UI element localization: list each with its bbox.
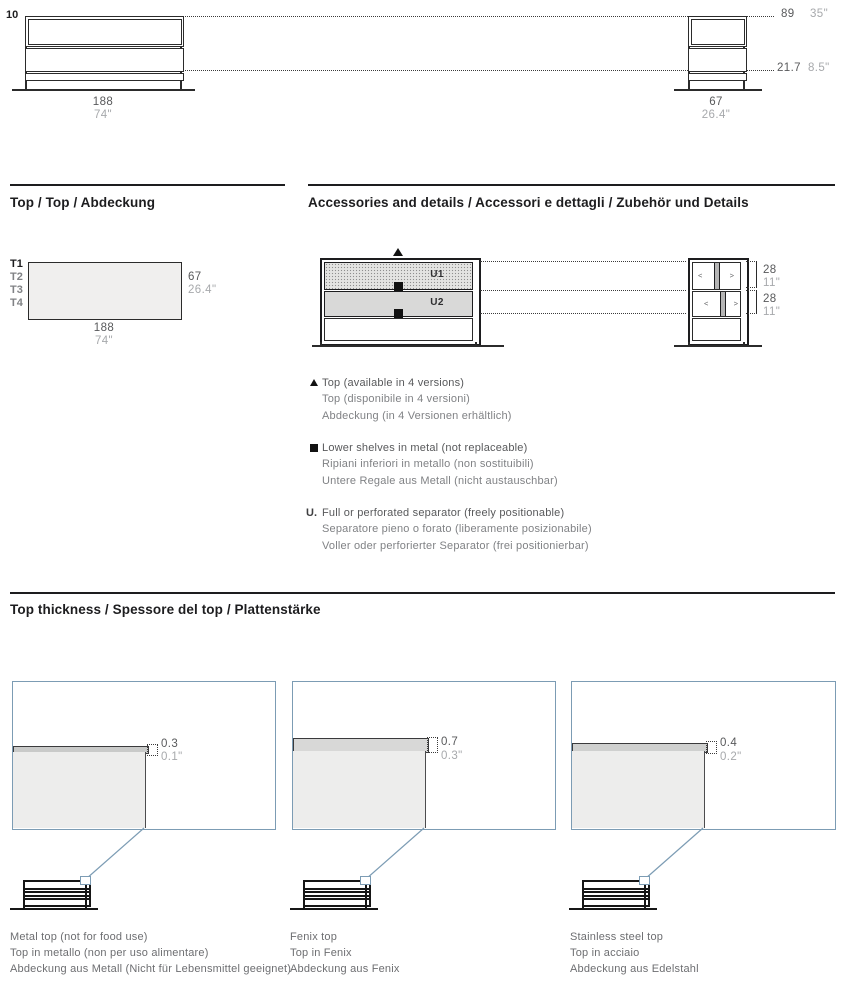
legend-line: Top (disponibile in 4 versioni)	[322, 393, 471, 405]
accessories-leader-1	[480, 261, 686, 262]
legend-line: Separatore pieno o forato (liberamente posizionabile)	[322, 523, 592, 535]
accessories-front-ground-line	[312, 345, 504, 347]
panel-caption: Top in Fenix	[290, 947, 352, 959]
top-version-t3: T3	[10, 284, 23, 296]
accessories-section-rule	[308, 184, 835, 186]
side-width-cm: 67	[709, 96, 723, 108]
thickness-cm: 0.4	[720, 737, 738, 749]
front-ground-line	[12, 89, 195, 91]
leader-line-top-height	[182, 16, 774, 17]
comp1-dim-in: 11"	[763, 277, 781, 289]
top-version-t1: T1	[10, 258, 23, 270]
legend-line: Top (available in 4 versions)	[322, 377, 465, 389]
drawing-callout-number: 10	[6, 9, 19, 21]
panel-caption: Abdeckung aus Edelstahl	[570, 963, 699, 975]
leader-line-shelf-height	[182, 70, 774, 71]
top-width-cm: 188	[93, 322, 115, 334]
panel-caption: Stainless steel top	[570, 931, 664, 943]
mini-console-ground-line	[10, 908, 98, 910]
shelf-height-cm: 21.7	[777, 62, 801, 74]
shelf-height-in: 8.5"	[808, 62, 830, 74]
legend-line: Untere Regale aus Metall (nicht austauschbar)	[322, 475, 558, 487]
comp1-dim-bracket	[756, 261, 757, 288]
mini-console-ground-line	[569, 908, 657, 910]
cabinet-body-cross-section	[293, 751, 426, 828]
separator-divider-2	[720, 292, 726, 316]
legend-line: Abdeckung (in 4 Versionen erhältlich)	[322, 410, 512, 422]
mini-console-icon	[303, 880, 367, 909]
mini-console-ground-line	[290, 908, 378, 910]
top-version-t4: T4	[10, 297, 23, 309]
side-width-in: 26.4"	[701, 109, 731, 121]
height-cm: 89	[781, 8, 795, 20]
thickness-cm: 0.3	[161, 738, 179, 750]
front-middle-compartment	[25, 48, 184, 72]
side-ground-line	[674, 89, 762, 91]
side-compartment-1	[692, 262, 741, 290]
top-depth-cm: 67	[188, 271, 202, 283]
comp2-dim-in: 11"	[763, 306, 781, 318]
slide-right-arrow: >	[733, 299, 738, 308]
side-elevation-drawing	[688, 16, 745, 90]
panel-caption: Top in metallo (non per uso alimentare)	[10, 947, 209, 959]
detail-callout-box	[360, 876, 371, 885]
mini-console-icon	[582, 880, 646, 909]
comp2-dim-cm: 28	[763, 293, 777, 305]
comp1-dim-cm: 28	[763, 264, 777, 276]
detail-callout-box	[80, 876, 91, 885]
side-top-compartment	[688, 16, 747, 47]
side-bottom-shelf	[688, 73, 747, 81]
separator-u2-label: U2	[430, 297, 444, 308]
slide-left-arrow: <	[704, 299, 709, 308]
accessories-leader-2	[480, 290, 686, 291]
cabinet-body-cross-section	[13, 752, 146, 828]
thickness-panel-metal	[12, 681, 276, 830]
front-width-cm: 188	[92, 96, 114, 108]
legend-triangle-icon	[310, 379, 318, 386]
accessories-front-frame	[320, 258, 481, 346]
front-bottom-shelf	[25, 73, 184, 81]
thickness-panel-steel	[571, 681, 836, 830]
side-compartment-2	[692, 291, 741, 317]
thickness-in: 0.2"	[720, 751, 742, 763]
height-in: 35"	[810, 8, 829, 20]
accessories-side-frame	[688, 258, 749, 346]
front-top-compartment	[25, 16, 184, 47]
legend-u-marker: U.	[306, 507, 317, 519]
top-section-heading: Top / Top / Abdeckung	[10, 195, 156, 210]
separator-divider-1	[714, 263, 720, 289]
legend-square-icon	[310, 444, 318, 452]
thickness-section-rule	[10, 592, 835, 594]
thickness-in: 0.3"	[441, 750, 463, 762]
comp2-dim-bracket	[756, 290, 757, 314]
thickness-dim-bracket	[147, 744, 158, 756]
legend-line: Lower shelves in metal (not replaceable)	[322, 442, 528, 454]
top-depth-in: 26.4"	[188, 284, 217, 296]
accessories-leader-3	[480, 313, 686, 314]
panel-caption: Metal top (not for food use)	[10, 931, 148, 943]
panel-caption: Abdeckung aus Fenix	[290, 963, 400, 975]
thickness-section-heading: Top thickness / Spessore del top / Plattenstärke	[10, 602, 321, 617]
legend-line: Ripiani inferiori in metallo (non sostituibili)	[322, 458, 534, 470]
top-section-rule	[10, 184, 285, 186]
front-elevation-drawing	[25, 16, 182, 90]
detail-callout-box	[639, 876, 650, 885]
thickness-cm: 0.7	[441, 736, 459, 748]
legend-line: Voller oder perforierter Separator (frei positionierbar)	[322, 540, 589, 552]
front-width-in: 74"	[93, 109, 113, 121]
legend-line: Full or perforated separator (freely positionable)	[322, 507, 565, 519]
thickness-dim-bracket	[427, 737, 438, 753]
top-plan-rectangle	[28, 262, 182, 320]
slide-right-arrow: >	[729, 271, 734, 280]
top-marker-triangle-icon	[393, 248, 403, 256]
cabinet-body-cross-section	[572, 751, 705, 828]
accessories-side-ground-line	[674, 345, 762, 347]
slide-left-arrow: <	[698, 271, 703, 280]
top-version-t2: T2	[10, 271, 23, 283]
metal-shelf-marker-square-icon	[394, 282, 403, 291]
panel-caption: Abdeckung aus Metall (Nicht für Lebensmittel geeignet)	[10, 963, 292, 975]
accessories-side-bottom-shelf	[692, 318, 741, 341]
accessories-section-heading: Accessories and details / Accessori e dettagli / Zubehör und Details	[308, 195, 749, 210]
thickness-dim-bracket	[706, 741, 717, 754]
side-middle-compartment	[688, 48, 747, 72]
top-width-in: 74"	[94, 335, 114, 347]
accessories-front-bottom-shelf	[324, 318, 473, 341]
mini-console-icon	[23, 880, 87, 909]
metal-shelf-marker-square-icon	[394, 309, 403, 318]
panel-caption: Top in acciaio	[570, 947, 640, 959]
thickness-in: 0.1"	[161, 751, 183, 763]
thickness-panel-fenix	[292, 681, 556, 830]
panel-caption: Fenix top	[290, 931, 338, 943]
separator-u1-label: U1	[430, 269, 444, 280]
